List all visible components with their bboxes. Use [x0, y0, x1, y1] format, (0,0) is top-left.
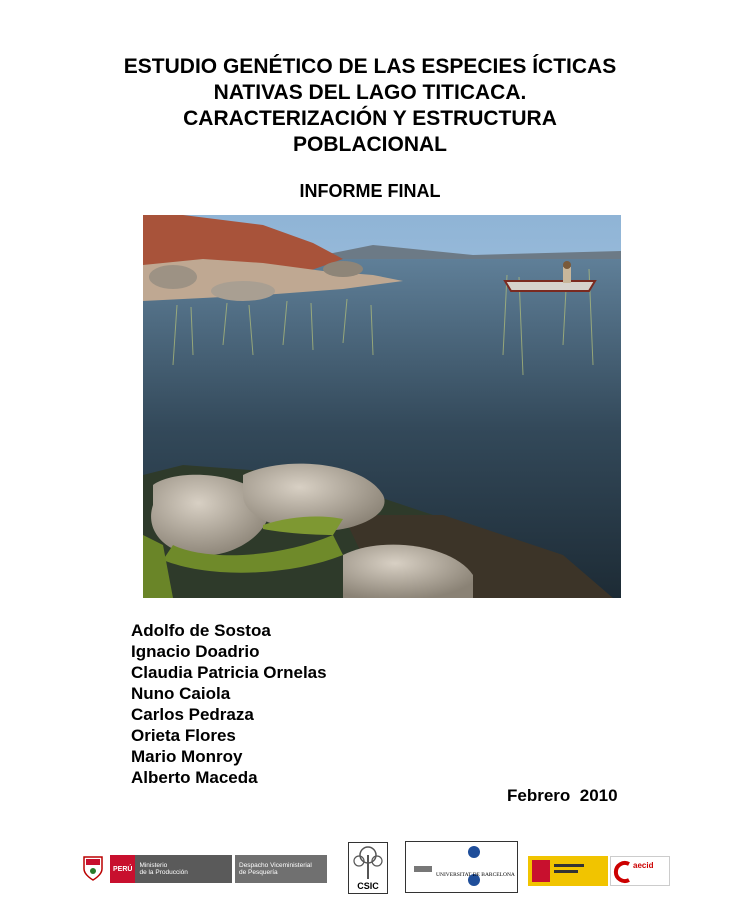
ministry-production-logo: [110, 855, 232, 883]
csic-label: CSIC: [357, 881, 379, 891]
universitat-barcelona-logo: [405, 841, 518, 893]
author-name: Carlos Pedraza: [131, 705, 254, 724]
title-line: CARACTERIZACIÓN Y ESTRUCTURA: [183, 107, 557, 130]
sponsor-logos: [0, 838, 730, 898]
aecid-logo: [610, 856, 670, 886]
document-title: [60, 54, 680, 158]
document-subtitle: INFORME FINAL: [299, 181, 441, 201]
publication-date: Febrero 2010: [507, 786, 618, 805]
author-name: Nuno Caiola: [131, 684, 231, 703]
author-name: Adolfo de Sostoa: [131, 621, 271, 640]
vice-ministry-fisheries-logo: [235, 855, 327, 883]
peru-coat-of-arms-logo: [82, 855, 104, 881]
peru-label: PERÚ: [110, 855, 135, 883]
title-line: ESTUDIO GENÉTICO DE LAS ESPECIES ÍCTICAS: [123, 55, 617, 78]
author-name: Orieta Flores: [131, 726, 236, 745]
author-name: Alberto Maceda: [131, 768, 258, 787]
title-line: POBLACIONAL: [293, 133, 447, 156]
ub-label: UNIVERSITAT DE BARCELONA: [436, 872, 515, 878]
title-line: NATIVAS DEL LAGO TITICACA.: [213, 81, 527, 104]
author-name: Ignacio Doadrio: [131, 642, 260, 661]
aecid-label: aecid: [633, 861, 654, 870]
csic-logo: [348, 842, 388, 894]
author-list: [131, 620, 327, 788]
spain-cooperation-logo: [528, 856, 608, 886]
author-name: Mario Monroy: [131, 747, 243, 766]
lake-titicaca-photo: [143, 215, 621, 598]
vice-ministry-label: Despacho Viceministerial de Pesquería: [239, 862, 312, 876]
author-name: Claudia Patricia Ornelas: [131, 663, 327, 682]
ministry-label: Ministerio de la Producción: [139, 862, 188, 876]
